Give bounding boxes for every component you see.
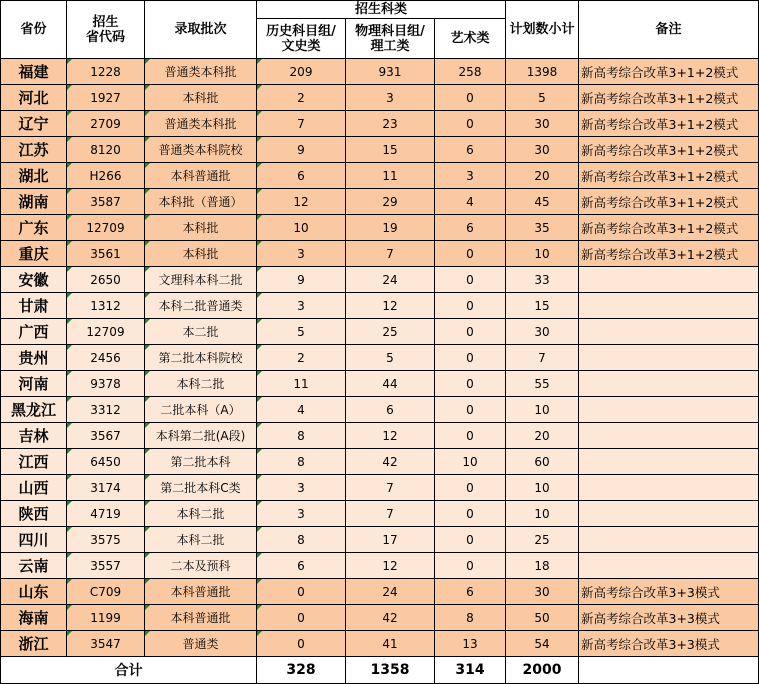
cell-history: 0 [257,579,346,605]
cell-subtotal: 18 [506,553,579,579]
cell-note [579,397,759,423]
cell-subtotal: 35 [506,215,579,241]
cell-physics: 24 [346,579,435,605]
cell-physics: 25 [346,319,435,345]
cell-physics: 42 [346,449,435,475]
cell-code: 3174 [67,475,145,501]
cell-art: 0 [435,293,506,319]
cell-note: 新高考综合改革3+3模式 [579,605,759,631]
cell-art: 6 [435,215,506,241]
table-row [1,85,759,111]
cell-batch: 本科二批 [145,501,257,527]
cell-history: 8 [257,449,346,475]
cell-note: 新高考综合改革3+1+2模式 [579,241,759,267]
table-row [1,189,759,215]
cell-art: 258 [435,59,506,85]
cell-code: 3557 [67,553,145,579]
cell-batch: 第二批本科 [145,449,257,475]
cell-history: 8 [257,527,346,553]
header-province: 省份 [1,1,67,59]
cell-art: 0 [435,267,506,293]
cell-art: 0 [435,475,506,501]
cell-note: 新高考综合改革3+1+2模式 [579,111,759,137]
cell-province: 浙江 [1,631,67,657]
cell-physics: 23 [346,111,435,137]
cell-subtotal: 50 [506,605,579,631]
table-row [1,371,759,397]
cell-subtotal: 1398 [506,59,579,85]
cell-history: 11 [257,371,346,397]
cell-code: 3575 [67,527,145,553]
cell-subtotal: 15 [506,293,579,319]
cell-code: 12709 [67,215,145,241]
cell-batch: 本科第二批(A段) [145,423,257,449]
cell-history: 3 [257,475,346,501]
cell-code: 1199 [67,605,145,631]
cell-subtotal: 5 [506,85,579,111]
cell-note [579,553,759,579]
cell-art: 0 [435,501,506,527]
cell-physics: 24 [346,267,435,293]
table-row [1,605,759,631]
cell-subtotal: 33 [506,267,579,293]
cell-province: 重庆 [1,241,67,267]
cell-province: 黑龙江 [1,397,67,423]
cell-note: 新高考综合改革3+1+2模式 [579,85,759,111]
cell-batch: 第二批本科C类 [145,475,257,501]
cell-province: 湖北 [1,163,67,189]
cell-code: 1927 [67,85,145,111]
cell-batch: 普通类 [145,631,257,657]
cell-batch: 普通类本科批 [145,59,257,85]
cell-note: 新高考综合改革3+1+2模式 [579,163,759,189]
cell-history: 9 [257,267,346,293]
cell-subtotal: 54 [506,631,579,657]
cell-note [579,527,759,553]
cell-code: 2456 [67,345,145,371]
cell-province: 吉林 [1,423,67,449]
cell-batch: 二批本科（A） [145,397,257,423]
cell-code: 2650 [67,267,145,293]
cell-batch: 本科二批普通类 [145,293,257,319]
cell-code: 3567 [67,423,145,449]
cell-code: 12709 [67,319,145,345]
cell-history: 3 [257,501,346,527]
cell-subtotal: 30 [506,579,579,605]
cell-subtotal: 60 [506,449,579,475]
cell-note [579,449,759,475]
table-row [1,293,759,319]
cell-code: H266 [67,163,145,189]
cell-history: 0 [257,631,346,657]
cell-batch: 本科普通批 [145,579,257,605]
table-row [1,319,759,345]
cell-subtotal: 20 [506,423,579,449]
cell-province: 广西 [1,319,67,345]
cell-art: 0 [435,111,506,137]
table-body [1,59,759,657]
cell-province: 河北 [1,85,67,111]
total-label: 合计 [1,657,257,684]
table-row [1,553,759,579]
cell-province: 陕西 [1,501,67,527]
cell-physics: 12 [346,423,435,449]
cell-subtotal: 25 [506,527,579,553]
cell-art: 0 [435,553,506,579]
cell-history: 10 [257,215,346,241]
cell-code: 8120 [67,137,145,163]
table-row [1,241,759,267]
table-row [1,267,759,293]
total-subtotal: 2000 [506,657,579,684]
cell-history: 8 [257,423,346,449]
total-history: 328 [257,657,346,684]
cell-physics: 15 [346,137,435,163]
cell-province: 甘肃 [1,293,67,319]
cell-history: 7 [257,111,346,137]
table-row [1,111,759,137]
cell-history: 9 [257,137,346,163]
cell-note: 新高考综合改革3+1+2模式 [579,59,759,85]
cell-history: 6 [257,163,346,189]
cell-code: 2709 [67,111,145,137]
cell-code: 3561 [67,241,145,267]
cell-art: 0 [435,85,506,111]
table-row [1,579,759,605]
cell-art: 0 [435,371,506,397]
cell-code: 1312 [67,293,145,319]
table-row [1,137,759,163]
cell-art: 4 [435,189,506,215]
cell-batch: 普通类本科院校 [145,137,257,163]
cell-art: 0 [435,397,506,423]
header-history: 历史科目组/ 文史类 [257,19,346,59]
cell-note [579,267,759,293]
cell-history: 4 [257,397,346,423]
cell-code: 3312 [67,397,145,423]
cell-batch: 本科批（普通） [145,189,257,215]
cell-history: 6 [257,553,346,579]
cell-art: 0 [435,527,506,553]
cell-physics: 7 [346,475,435,501]
header-art: 艺术类 [435,19,506,59]
table-row [1,423,759,449]
total-art: 314 [435,657,506,684]
cell-code: 3587 [67,189,145,215]
header-note: 备注 [579,1,759,59]
cell-history: 3 [257,293,346,319]
cell-physics: 7 [346,241,435,267]
cell-physics: 3 [346,85,435,111]
cell-subtotal: 7 [506,345,579,371]
cell-subtotal: 55 [506,371,579,397]
cell-batch: 第二批本科院校 [145,345,257,371]
cell-batch: 普通类本科批 [145,111,257,137]
cell-code: 3547 [67,631,145,657]
header-subtotal: 计划数小计 [506,1,579,59]
cell-art: 13 [435,631,506,657]
total-row [1,657,759,684]
cell-batch: 本科二批 [145,527,257,553]
cell-physics: 42 [346,605,435,631]
cell-subtotal: 10 [506,397,579,423]
cell-history: 3 [257,241,346,267]
cell-province: 云南 [1,553,67,579]
cell-physics: 11 [346,163,435,189]
cell-province: 安徽 [1,267,67,293]
cell-note [579,319,759,345]
cell-code: 9378 [67,371,145,397]
cell-physics: 5 [346,345,435,371]
cell-province: 河南 [1,371,67,397]
cell-province: 福建 [1,59,67,85]
cell-subtotal: 30 [506,319,579,345]
cell-province: 山西 [1,475,67,501]
cell-note: 新高考综合改革3+1+2模式 [579,137,759,163]
total-physics: 1358 [346,657,435,684]
table-row [1,527,759,553]
header-batch: 录取批次 [145,1,257,59]
header-physics: 物理科目组/ 理工类 [346,19,435,59]
cell-history: 209 [257,59,346,85]
cell-province: 江西 [1,449,67,475]
header-code: 招生 省代码 [67,1,145,59]
cell-note [579,345,759,371]
cell-subtotal: 10 [506,241,579,267]
cell-history: 2 [257,85,346,111]
cell-physics: 12 [346,553,435,579]
table-row [1,449,759,475]
cell-note [579,371,759,397]
cell-note: 新高考综合改革3+1+2模式 [579,189,759,215]
table-row [1,59,759,85]
cell-code: C709 [67,579,145,605]
cell-note [579,423,759,449]
cell-subtotal: 45 [506,189,579,215]
table-row [1,475,759,501]
cell-physics: 17 [346,527,435,553]
cell-subtotal: 20 [506,163,579,189]
cell-physics: 7 [346,501,435,527]
cell-history: 12 [257,189,346,215]
table-row [1,345,759,371]
cell-subtotal: 30 [506,137,579,163]
cell-art: 6 [435,579,506,605]
cell-batch: 本科二批 [145,371,257,397]
cell-note [579,501,759,527]
table-row [1,397,759,423]
cell-province: 广东 [1,215,67,241]
cell-physics: 931 [346,59,435,85]
cell-province: 贵州 [1,345,67,371]
cell-art: 0 [435,423,506,449]
table-row [1,163,759,189]
cell-art: 0 [435,241,506,267]
cell-batch: 本二批 [145,319,257,345]
cell-art: 0 [435,319,506,345]
cell-code: 4719 [67,501,145,527]
table-row [1,215,759,241]
cell-history: 0 [257,605,346,631]
cell-batch: 本科批 [145,241,257,267]
cell-art: 6 [435,137,506,163]
cell-note [579,475,759,501]
total-note [579,657,759,684]
cell-art: 0 [435,345,506,371]
cell-physics: 6 [346,397,435,423]
cell-subtotal: 30 [506,111,579,137]
cell-batch: 本科批 [145,215,257,241]
cell-province: 辽宁 [1,111,67,137]
cell-physics: 44 [346,371,435,397]
cell-physics: 41 [346,631,435,657]
cell-code: 1228 [67,59,145,85]
cell-subtotal: 10 [506,475,579,501]
cell-province: 山东 [1,579,67,605]
cell-physics: 29 [346,189,435,215]
cell-art: 10 [435,449,506,475]
cell-note [579,293,759,319]
cell-history: 5 [257,319,346,345]
cell-province: 湖南 [1,189,67,215]
cell-batch: 二本及预科 [145,553,257,579]
cell-note: 新高考综合改革3+3模式 [579,579,759,605]
cell-physics: 19 [346,215,435,241]
table-row [1,501,759,527]
cell-batch: 文理科本科二批 [145,267,257,293]
table-row [1,631,759,657]
cell-art: 8 [435,605,506,631]
cell-province: 四川 [1,527,67,553]
cell-code: 6450 [67,449,145,475]
cell-note: 新高考综合改革3+1+2模式 [579,215,759,241]
cell-subtotal: 10 [506,501,579,527]
cell-batch: 本科普通批 [145,605,257,631]
cell-art: 3 [435,163,506,189]
cell-note: 新高考综合改革3+3模式 [579,631,759,657]
cell-batch: 本科批 [145,85,257,111]
cell-batch: 本科普通批 [145,163,257,189]
cell-physics: 12 [346,293,435,319]
cell-province: 海南 [1,605,67,631]
cell-history: 2 [257,345,346,371]
cell-province: 江苏 [1,137,67,163]
header-subjects-group: 招生科类 [257,1,506,19]
